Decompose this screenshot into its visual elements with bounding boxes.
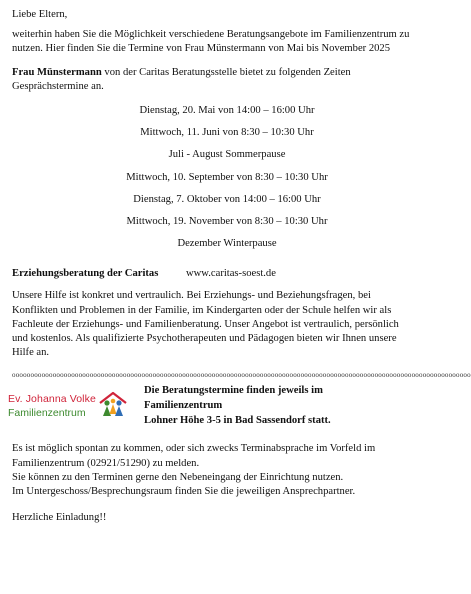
letter-page xyxy=(8,8,471,525)
appointment-date: Mittwoch, 19. November von 8:30 – 10:30 Uhr xyxy=(126,215,328,227)
appointment-date: Dienstag, 7. Oktober von 14:00 – 16:00 Uhr xyxy=(133,193,321,205)
provider-text: von der Caritas Beratungsstelle bietet zu folgenden Zeiten Gesprächstermine an. xyxy=(12,66,351,92)
family-center-logo xyxy=(8,392,128,432)
appointment-list xyxy=(42,104,412,259)
section-title: Erziehungsberatung der Caritas xyxy=(12,268,159,280)
contact-paragraph xyxy=(12,442,412,499)
venue-info xyxy=(144,384,331,428)
appointment-date: Mittwoch, 11. Juni von 8:30 – 10:30 Uhr xyxy=(140,127,314,139)
closing-line: Herzliche Einladung!! xyxy=(12,512,107,524)
venue-line: Familienzentrum xyxy=(144,399,223,411)
section-heading xyxy=(12,267,412,281)
logo-line-1: Ev. Johanna Volke xyxy=(8,393,96,406)
intro-paragraph: weiterhin haben Sie die Möglichkeit verschiedene Beratungsangebote im Familienzentrum zu nutzen. Hier finden Sie die Termine von Frau Münstermann von Mai bis November 2025 xyxy=(12,29,410,55)
venue-address: Lohner Höhe 3-5 in Bad Sassendorf statt. xyxy=(144,414,331,426)
appointment-break: Juli - August Sommerpause xyxy=(168,149,286,161)
contact-line: Sie können zu den Terminen gerne den Nebeneingang der Einrichtung nutzen. xyxy=(12,471,344,483)
appointment-break: Dezember Winterpause xyxy=(177,238,277,250)
provider-name: Frau Münstermann xyxy=(12,66,102,78)
contact-line: Es ist möglich spontan zu kommen, oder sich zwecks Terminabsprache im Vorfeld im xyxy=(12,443,376,455)
greeting: Liebe Eltern, xyxy=(12,9,68,20)
divider-line: oooooooooooooooooooooooooooooooooooooooooooooooooooooooooooooooooooooooooooooooooooooooooooooooooooooooooooooooooooooooooooo xyxy=(12,371,471,380)
contact-line: Im Untergeschoss/Besprechungsraum finden Sie die jeweiligen Ansprechpartner. xyxy=(12,485,356,497)
help-paragraph: Unsere Hilfe ist konkret und vertraulich. Bei Erziehungs- und Beziehungsfragen, bei Konflikten und Problemen in der Familie, im Kindergarten oder der Schule helfen wir als Fachleute der Erziehungs- und Familienberatung. Unser Angebot ist vertraulich, persönlich und kostenlos. Als qualifizierte Psychotherapeuten und Pädagogen bieten wir Ihnen unsere Hilfe an. xyxy=(12,290,399,359)
venue-block xyxy=(8,384,412,432)
appointment-date: Mittwoch, 10. September von 8:30 – 10:30 Uhr xyxy=(126,171,328,183)
appointment-date: Dienstag, 20. Mai von 14:00 – 16:00 Uhr xyxy=(139,104,315,116)
venue-line: Die Beratungstermine finden jeweils im xyxy=(144,385,323,397)
logo-line-2: Familienzentrum xyxy=(8,407,86,420)
family-figures-icon xyxy=(98,390,128,420)
provider-paragraph xyxy=(12,66,412,94)
website-link[interactable]: www.caritas-soest.de xyxy=(186,268,276,280)
contact-line: Familienzentrum (02921/51290) zu melden. xyxy=(12,457,200,469)
